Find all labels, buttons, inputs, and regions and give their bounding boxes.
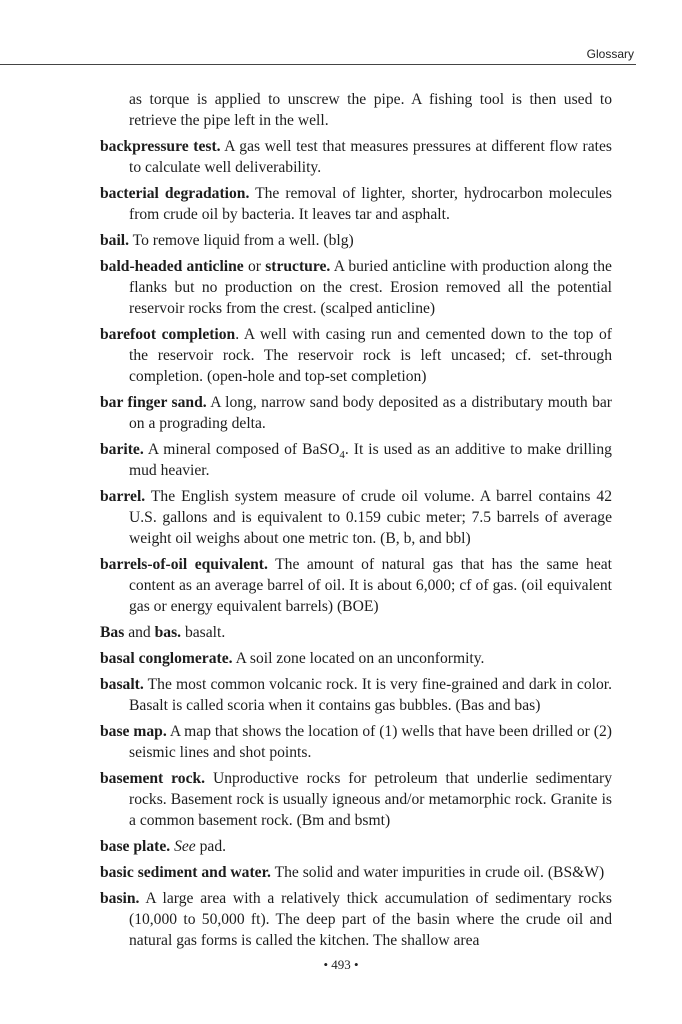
entry-term: bar finger sand. (100, 394, 207, 411)
entry-definition: pad. (199, 838, 227, 855)
entry-term: backpressure test. (100, 138, 221, 155)
entry-term: basalt. (100, 676, 144, 693)
entry-definition: A mineral composed of BaSO (147, 441, 340, 458)
entry-definition: To remove liquid from a well. (blg) (132, 232, 354, 249)
entry-term-alt: bas. (154, 624, 182, 641)
entry-term: basement rock. (100, 770, 206, 787)
entry-term: base plate. (100, 838, 171, 855)
entry-list (100, 136, 612, 951)
glossary-entry (100, 622, 612, 643)
formula-subscript: 4 (339, 449, 345, 462)
running-head: Glossary (586, 47, 634, 61)
entry-definition: A gas well test that measures pressures at different flow rates to calculate well deliverability. (129, 138, 612, 176)
glossary-entry (100, 183, 612, 225)
entry-term: bail. (100, 232, 130, 249)
entry-definition: A map that shows the location of (1) wells that have been drilled or (2) seismic lines and shot points. (129, 723, 612, 761)
entry-term: bald-headed anticline (100, 258, 244, 275)
entry-definition: The English system measure of crude oil volume. A barrel contains 42 U.S. gallons and is equivalent to 0.159 cubic meter; 7.5 barrels of average weight oil weighs about one metric ton. (B, b, and bbl) (129, 488, 612, 547)
glossary-entry (100, 648, 612, 669)
entry-definition: A large area with a relatively thick accumulation of sedimentary rocks (10,000 to 50,000 ft). The deep part of the basin where the crude oil and natural gas forms is called the kitchen. The shallow area (129, 890, 613, 949)
entry-definition: A long, narrow sand body deposited as a distributary mouth bar on a prograding delta. (129, 394, 612, 432)
glossary-entry (100, 721, 612, 763)
glossary-entry (100, 554, 612, 617)
entry-definition: The amount of natural gas that has the same heat content as an average barrel of oil. It is about 6,000; cf of gas. (oil equivalent gas or energy equivalent barrels) (BOE) (129, 556, 612, 615)
entry-term: basin. (100, 890, 140, 907)
entry-definition: The removal of lighter, shorter, hydrocarbon molecules from crude oil by bacteria. It leaves tar and asphalt. (129, 185, 612, 223)
entry-term: barrel. (100, 488, 146, 505)
glossary-entry (100, 768, 612, 831)
entry-definition: A buried anticline with production along the flanks but no production on the crest. Erosion removed all the potential reservoir rocks from the crest. (scalped anticline) (129, 258, 612, 317)
header-rule (0, 64, 636, 65)
entry-definition: . It is used as an additive to make drilling mud heavier. (129, 441, 612, 479)
entry-definition: basalt. (184, 624, 226, 641)
entry-definition: A soil zone located on an unconformity. (235, 650, 485, 667)
entry-connector: or (247, 258, 261, 275)
entry-term: barrels-of-oil equivalent. (100, 556, 268, 573)
glossary-entry (100, 230, 612, 251)
glossary-entry (100, 888, 612, 951)
entry-term-alt: structure. (265, 258, 331, 275)
glossary-entry (100, 862, 612, 883)
glossary-entry (100, 439, 612, 481)
glossary-entries (100, 89, 612, 956)
page-number: • 493 • (323, 957, 359, 972)
entry-definition: The solid and water impurities in crude oil. (BS&W) (274, 864, 605, 881)
entry-term-punct: . (235, 326, 240, 343)
glossary-entry (100, 256, 612, 319)
entry-term: barefoot completion (100, 326, 236, 343)
entry-term: bacterial degradation. (100, 185, 250, 202)
glossary-entry (100, 324, 612, 387)
entry-definition: The most common volcanic rock. It is very fine-grained and dark in color. Basalt is called scoria when it contains gas bubbles. (Bas and bas) (129, 676, 613, 714)
entry-term: basal conglomerate. (100, 650, 233, 667)
continued-definition: as torque is applied to unscrew the pipe. A fishing tool is then used to retrieve the pipe left in the well. (129, 91, 612, 129)
entry-term: base map. (100, 723, 167, 740)
entry-connector: and (128, 624, 151, 641)
entry-see-label: See (174, 838, 196, 855)
entry-definition: A well with casing run and cemented down to the top of the reservoir rock. The reservoir rock is left uncased; cf. set-through completion. (open-hole and top-set completion) (129, 326, 612, 385)
glossary-entry (100, 674, 612, 716)
glossary-entry (100, 836, 612, 857)
entry-definition: Unproductive rocks for petroleum that underlie sedimentary rocks. Basement rock is usually igneous and/or metamorphic rock. Granite is a common basement rock. (Bm and bsmt) (129, 770, 613, 829)
glossary-entry (100, 486, 612, 549)
glossary-entry (100, 136, 612, 178)
glossary-entry (100, 392, 612, 434)
entry-term: barite. (100, 441, 144, 458)
entry-term: basic sediment and water. (100, 864, 271, 881)
entry-term: Bas (100, 624, 125, 641)
